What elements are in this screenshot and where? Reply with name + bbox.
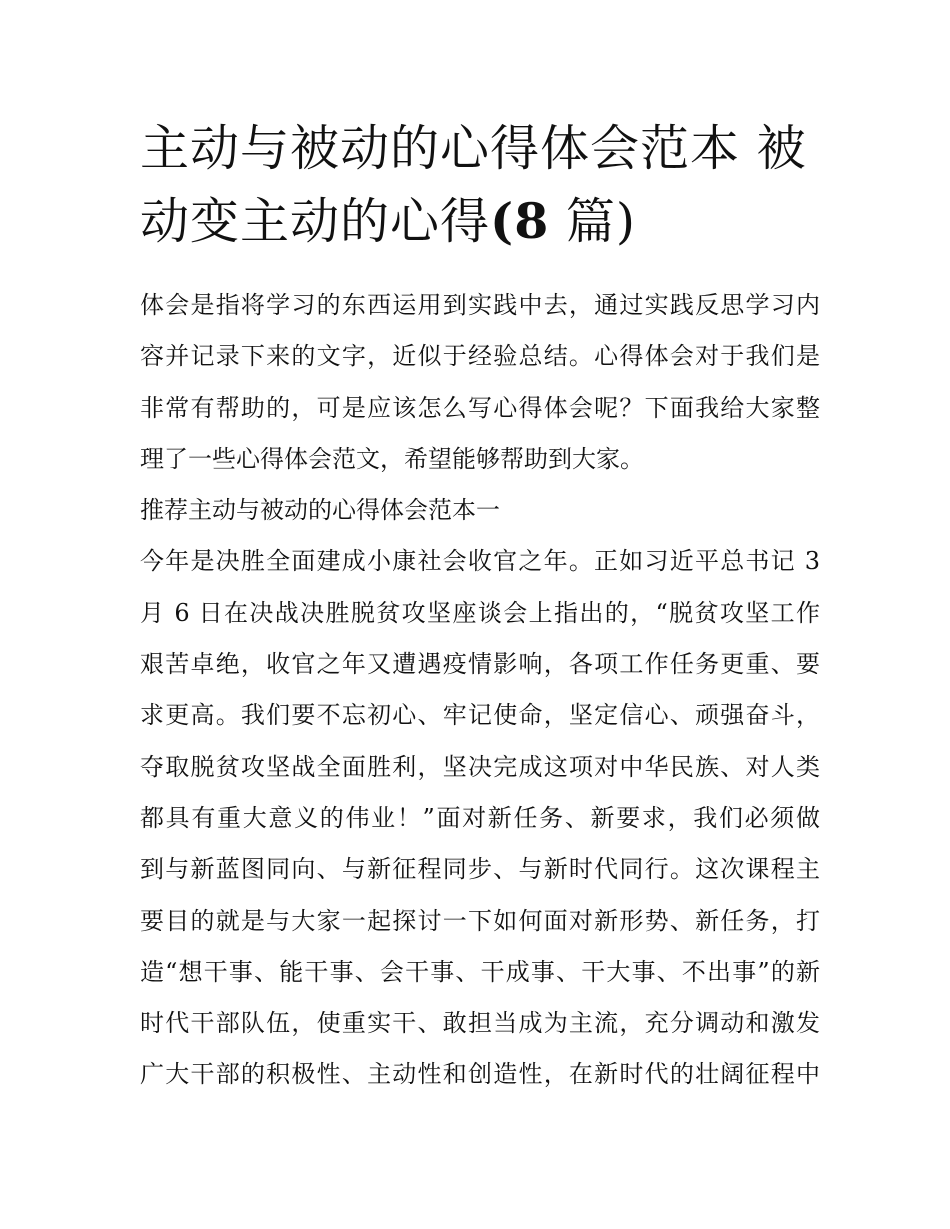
title-paren-open: ( (490, 192, 515, 250)
section-line-2: 月 6 日在决战决胜脱贫攻坚座谈会上指出的，“脱贫攻坚工作 (140, 598, 820, 627)
document-title (140, 112, 820, 258)
section-line-9: 造“想干事、能干事、会干事、干成事、干大事、不出事”的新 (140, 957, 820, 986)
title-tail: 篇) (549, 193, 637, 250)
intro-line-3: 非常有帮助的，可是应该怎么写心得体会呢？下面我给大家整 (140, 393, 820, 422)
intro-line-2: 容并记录下来的文字，近似于经验总结。心得体会对于我们是 (140, 342, 820, 371)
title-line-2: 动变主动的心得 (140, 193, 491, 250)
section-line-3: 艰苦卓绝，收官之年又遭遇疫情影响，各项工作任务更重、要 (140, 650, 820, 679)
section-line-1: 今年是决胜全面建成小康社会收官之年。正如习近平总书记 3 (140, 547, 820, 576)
section-line-11: 广大干部的积极性、主动性和创造性，在新时代的壮阔征程中 (140, 1060, 820, 1089)
section-line-4: 求更高。我们要不忘初心、牢记使命，坚定信心、顽强奋斗， (140, 701, 820, 730)
section-line-10: 时代干部队伍，使重实干、敢担当成为主流，充分调动和激发 (140, 1009, 820, 1038)
section-line-7: 到与新蓝图同向、与新征程同步、与新时代同行。这次课程主 (140, 855, 820, 884)
section-heading: 推荐主动与被动的心得体会范本一 (140, 496, 500, 525)
document-body (140, 280, 820, 1101)
section-line-8: 要目的就是与大家一起探讨一下如何面对新形势、新任务，打 (140, 906, 820, 935)
title-line-1: 主动与被动的心得体会范本 被 (140, 120, 807, 177)
section-line-5: 夺取脱贫攻坚战全面胜利，坚决完成这项对中华民族、对人类 (140, 752, 820, 781)
intro-line-1: 体会是指将学习的东西运用到实践中去，通过实践反思学习内 (140, 291, 820, 319)
intro-line-4: 理了一些心得体会范文，希望能够帮助到大家。 (140, 444, 644, 473)
section-line-6: 都具有重大意义的伟业！”面对新任务、新要求，我们必须做 (140, 803, 820, 832)
title-count: 8 (514, 192, 550, 250)
